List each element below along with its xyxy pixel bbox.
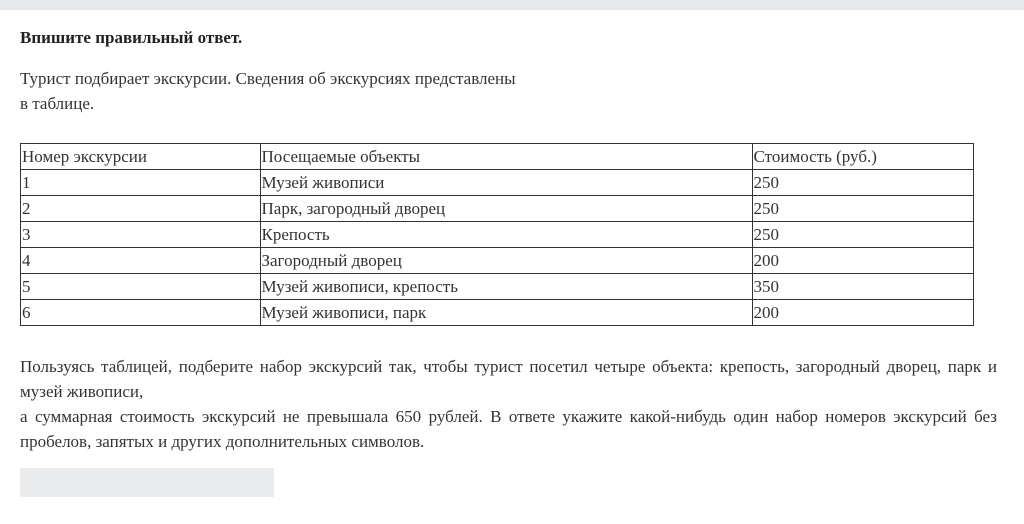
task-container [20,26,997,497]
cell-objects: Музей живописи [260,170,752,196]
cell-objects: Музей живописи, парк [260,300,752,326]
cell-cost: 350 [752,274,973,300]
cell-cost: 200 [752,248,973,274]
table-row [21,222,974,248]
table-row [21,170,974,196]
cell-number: 5 [21,274,261,300]
cell-number: 1 [21,170,261,196]
task-instruction: Впишите правильный ответ. [20,28,243,47]
header-cost: Стоимость (руб.) [752,144,973,170]
cell-number: 3 [21,222,261,248]
cell-cost: 250 [752,170,973,196]
task-intro-line2: в таблице. [20,94,95,113]
cell-number: 2 [21,196,261,222]
task-intro [20,66,560,116]
cell-objects: Крепость [260,222,752,248]
top-bar [0,0,1024,10]
answer-input[interactable] [20,468,274,497]
question-text [20,354,997,454]
table-row [21,196,974,222]
cell-cost: 250 [752,222,973,248]
table-row [21,300,974,326]
cell-cost: 250 [752,196,973,222]
question-paragraph-2: а суммарная стоимость экскурсий не превышала 650 рублей. В ответе укажите какой-нибудь один набор номеров экскурсий без пробелов, запятых и других дополнительных символов. [20,407,997,451]
task-intro-line1: Турист подбирает экскурсии. Сведения об экскурсиях представлены [20,69,516,88]
header-excursion-number: Номер экскурсии [21,144,261,170]
table-row [21,274,974,300]
question-paragraph-1: Пользуясь таблицей, подберите набор экскурсий так, чтобы турист посетил четыре объекта: крепость, загородный дворец, парк и музей живописи, [20,357,997,401]
cell-number: 4 [21,248,261,274]
table-header-row [21,144,974,170]
header-visited-objects: Посещаемые объекты [260,144,752,170]
cell-cost: 200 [752,300,973,326]
excursions-table [20,143,974,326]
cell-objects: Загородный дворец [260,248,752,274]
cell-objects: Парк, загородный дворец [260,196,752,222]
table-row [21,248,974,274]
cell-number: 6 [21,300,261,326]
cell-objects: Музей живописи, крепость [260,274,752,300]
